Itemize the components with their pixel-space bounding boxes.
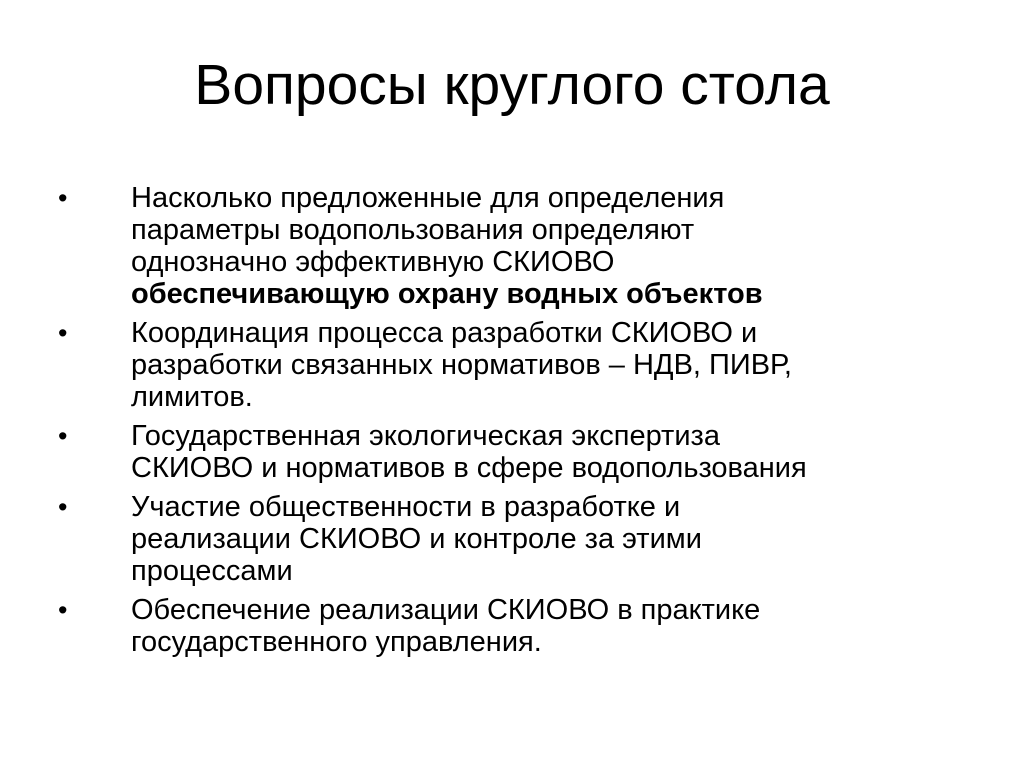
bullet-line: Участие общественности в разработке и xyxy=(131,491,681,523)
bullet-item-coordination xyxy=(58,317,958,413)
bullet-dot-icon: • xyxy=(58,183,68,213)
bullet-text xyxy=(131,317,958,413)
bullet-line: лимитов. xyxy=(131,381,253,413)
bullet-item-implementation xyxy=(58,594,958,658)
bullet-text xyxy=(131,594,958,658)
bullet-dot-icon: • xyxy=(58,492,68,522)
bullet-line: государственного управления. xyxy=(131,626,542,658)
bullet-line: реализации СКИОВО и контроле за этими xyxy=(131,523,702,555)
bullet-item-parameters xyxy=(58,182,958,310)
bullet-line: Обеспечение реализации СКИОВО в практике xyxy=(131,594,761,626)
bullet-dot-icon: • xyxy=(58,421,68,451)
bullet-list xyxy=(58,182,958,665)
bullet-line: Координация процесса разработки СКИОВО и xyxy=(131,317,758,349)
bullet-line-bold: обеспечивающую охрану водных объектов xyxy=(131,278,763,310)
bullet-item-public-participation xyxy=(58,491,958,587)
bullet-text xyxy=(131,491,958,587)
bullet-line: процессами xyxy=(131,555,293,587)
bullet-item-expertise xyxy=(58,420,958,484)
bullet-text xyxy=(131,182,958,310)
bullet-line: параметры водопользования определяют xyxy=(131,214,695,246)
bullet-line: Государственная экологическая экспертиза xyxy=(131,420,720,452)
bullet-dot-icon: • xyxy=(58,595,68,625)
bullet-line: однозначно эффективную СКИОВО xyxy=(131,246,615,278)
slide-title: Вопросы круглого стола xyxy=(194,53,830,117)
bullet-dot-icon: • xyxy=(58,318,68,348)
bullet-line: разработки связанных нормативов – НДВ, ПИВР, xyxy=(131,349,792,381)
bullet-text xyxy=(131,420,958,484)
bullet-line: Насколько предложенные для определения xyxy=(131,182,725,214)
bullet-line: СКИОВО и нормативов в сфере водопользования xyxy=(131,452,807,484)
